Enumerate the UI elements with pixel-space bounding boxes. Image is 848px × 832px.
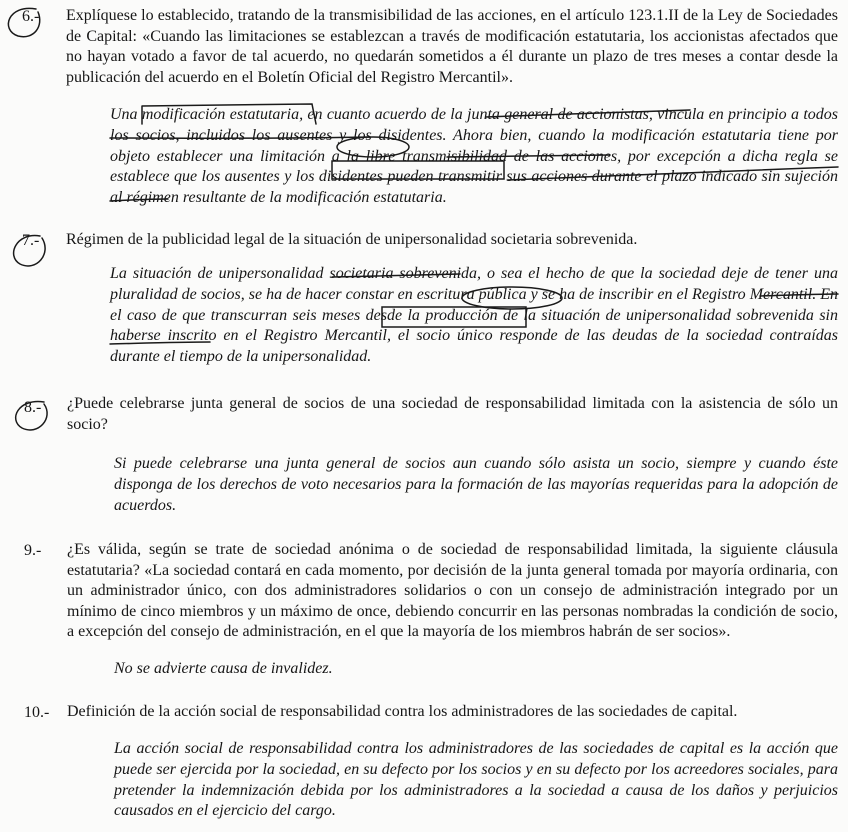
answer-text: La acción social de responsabilidad contra los administradores de las sociedades de capital es la acción que puede ser ejercida por la sociedad, en su defecto por los socios y en su defecto por los acreedores sociales, para pretender la indemnización debida por los administradores a la sociedad a causa de los daños y perjuicios causados en el ejercicio del cargo.: [114, 740, 838, 820]
question-text: Definición de la acción social de responsabilidad contra los administradores de las sociedades de capital.: [67, 703, 738, 720]
question-number: 6.-: [22, 8, 40, 25]
question-number: 9.-: [24, 542, 42, 559]
question-number: 7.-: [22, 232, 40, 249]
question-number: 8.-: [24, 399, 42, 416]
question-text: ¿Puede celebrarse junta general de socios de una sociedad de responsabilidad limitada con la asistencia de sólo un socio?: [67, 395, 838, 433]
answer-text: Si puede celebrarse una junta general de socios aun cuando sólo asista un socio, siempre y cuando éste disponga de los derechos de voto necesarios para la formación de las mayorías requeridas para la adopción de acuerdos.: [114, 455, 838, 514]
answer-text: La situación de unipersonalidad societaria sobrevenida, o sea el hecho de que la sociedad deje de tener una pluralidad de socios, se ha de hacer constar en escritura pública y se ha de inscribir en el Registro Mercantil. En el caso de que transcurran seis meses desde la producción de la situación de unipersonalidad sobrevenida sin haberse inscrito en el Registro Mercantil, el socio único responde de las deudas de la sociedad contraídas durante el tiempo de la unipersonalidad.: [110, 265, 838, 366]
question-text: Explíquese lo establecido, tratando de la transmisibilidad de las acciones, en el artículo 123.1.II de la Ley de Sociedades de Capital: «Cuando las limitaciones se establezcan a través de modificación estatutaria, los accionistas afectados que no hayan votado a favor de tal acuerdo, no quedarán sometidos a él durante un plazo de tres meses a contar desde la publicación del acuerdo en el Boletín Oficial del Registro Mercantil».: [66, 7, 838, 86]
question-number: 10.-: [24, 704, 50, 721]
answer-text: No se advierte causa de invalidez.: [114, 660, 333, 677]
question-text: ¿Es válida, según se trate de sociedad anónima o de sociedad de responsabilidad limitada, la siguiente cláusula estatutaria? «La sociedad contará en cada momento, por decisión de la junta general tomada por mayoría ordinaria, con un administrador único, con dos administradores solidarios o con un consejo de administración integrado por un mínimo de cinco miembros y un máximo de once, debiendo concurrir en las personas nombradas la condición de socio, a excepción del consejo de administración, en el que la mayoría de los miembros habrán de ser socios».: [67, 541, 838, 640]
answer-text: Una modificación estatutaria, en cuanto acuerdo de la junta general de accionistas, vincula en principio a todos los socios, incluidos los ausentes y los disidentes. Ahora bien, cuando la modificación estatutaria tiene por objeto establecer una limitación a la libre transmisibilidad de las acciones, por excepción a dicha regla se establece que los ausentes y los disidentes pueden transmitir sus acciones durante el plazo indicado sin sujeción al régimen resultante de la modificación estatutaria.: [110, 106, 838, 207]
question-text: Régimen de la publicidad legal de la situación de unipersonalidad societaria sobrevenida.: [66, 231, 638, 248]
